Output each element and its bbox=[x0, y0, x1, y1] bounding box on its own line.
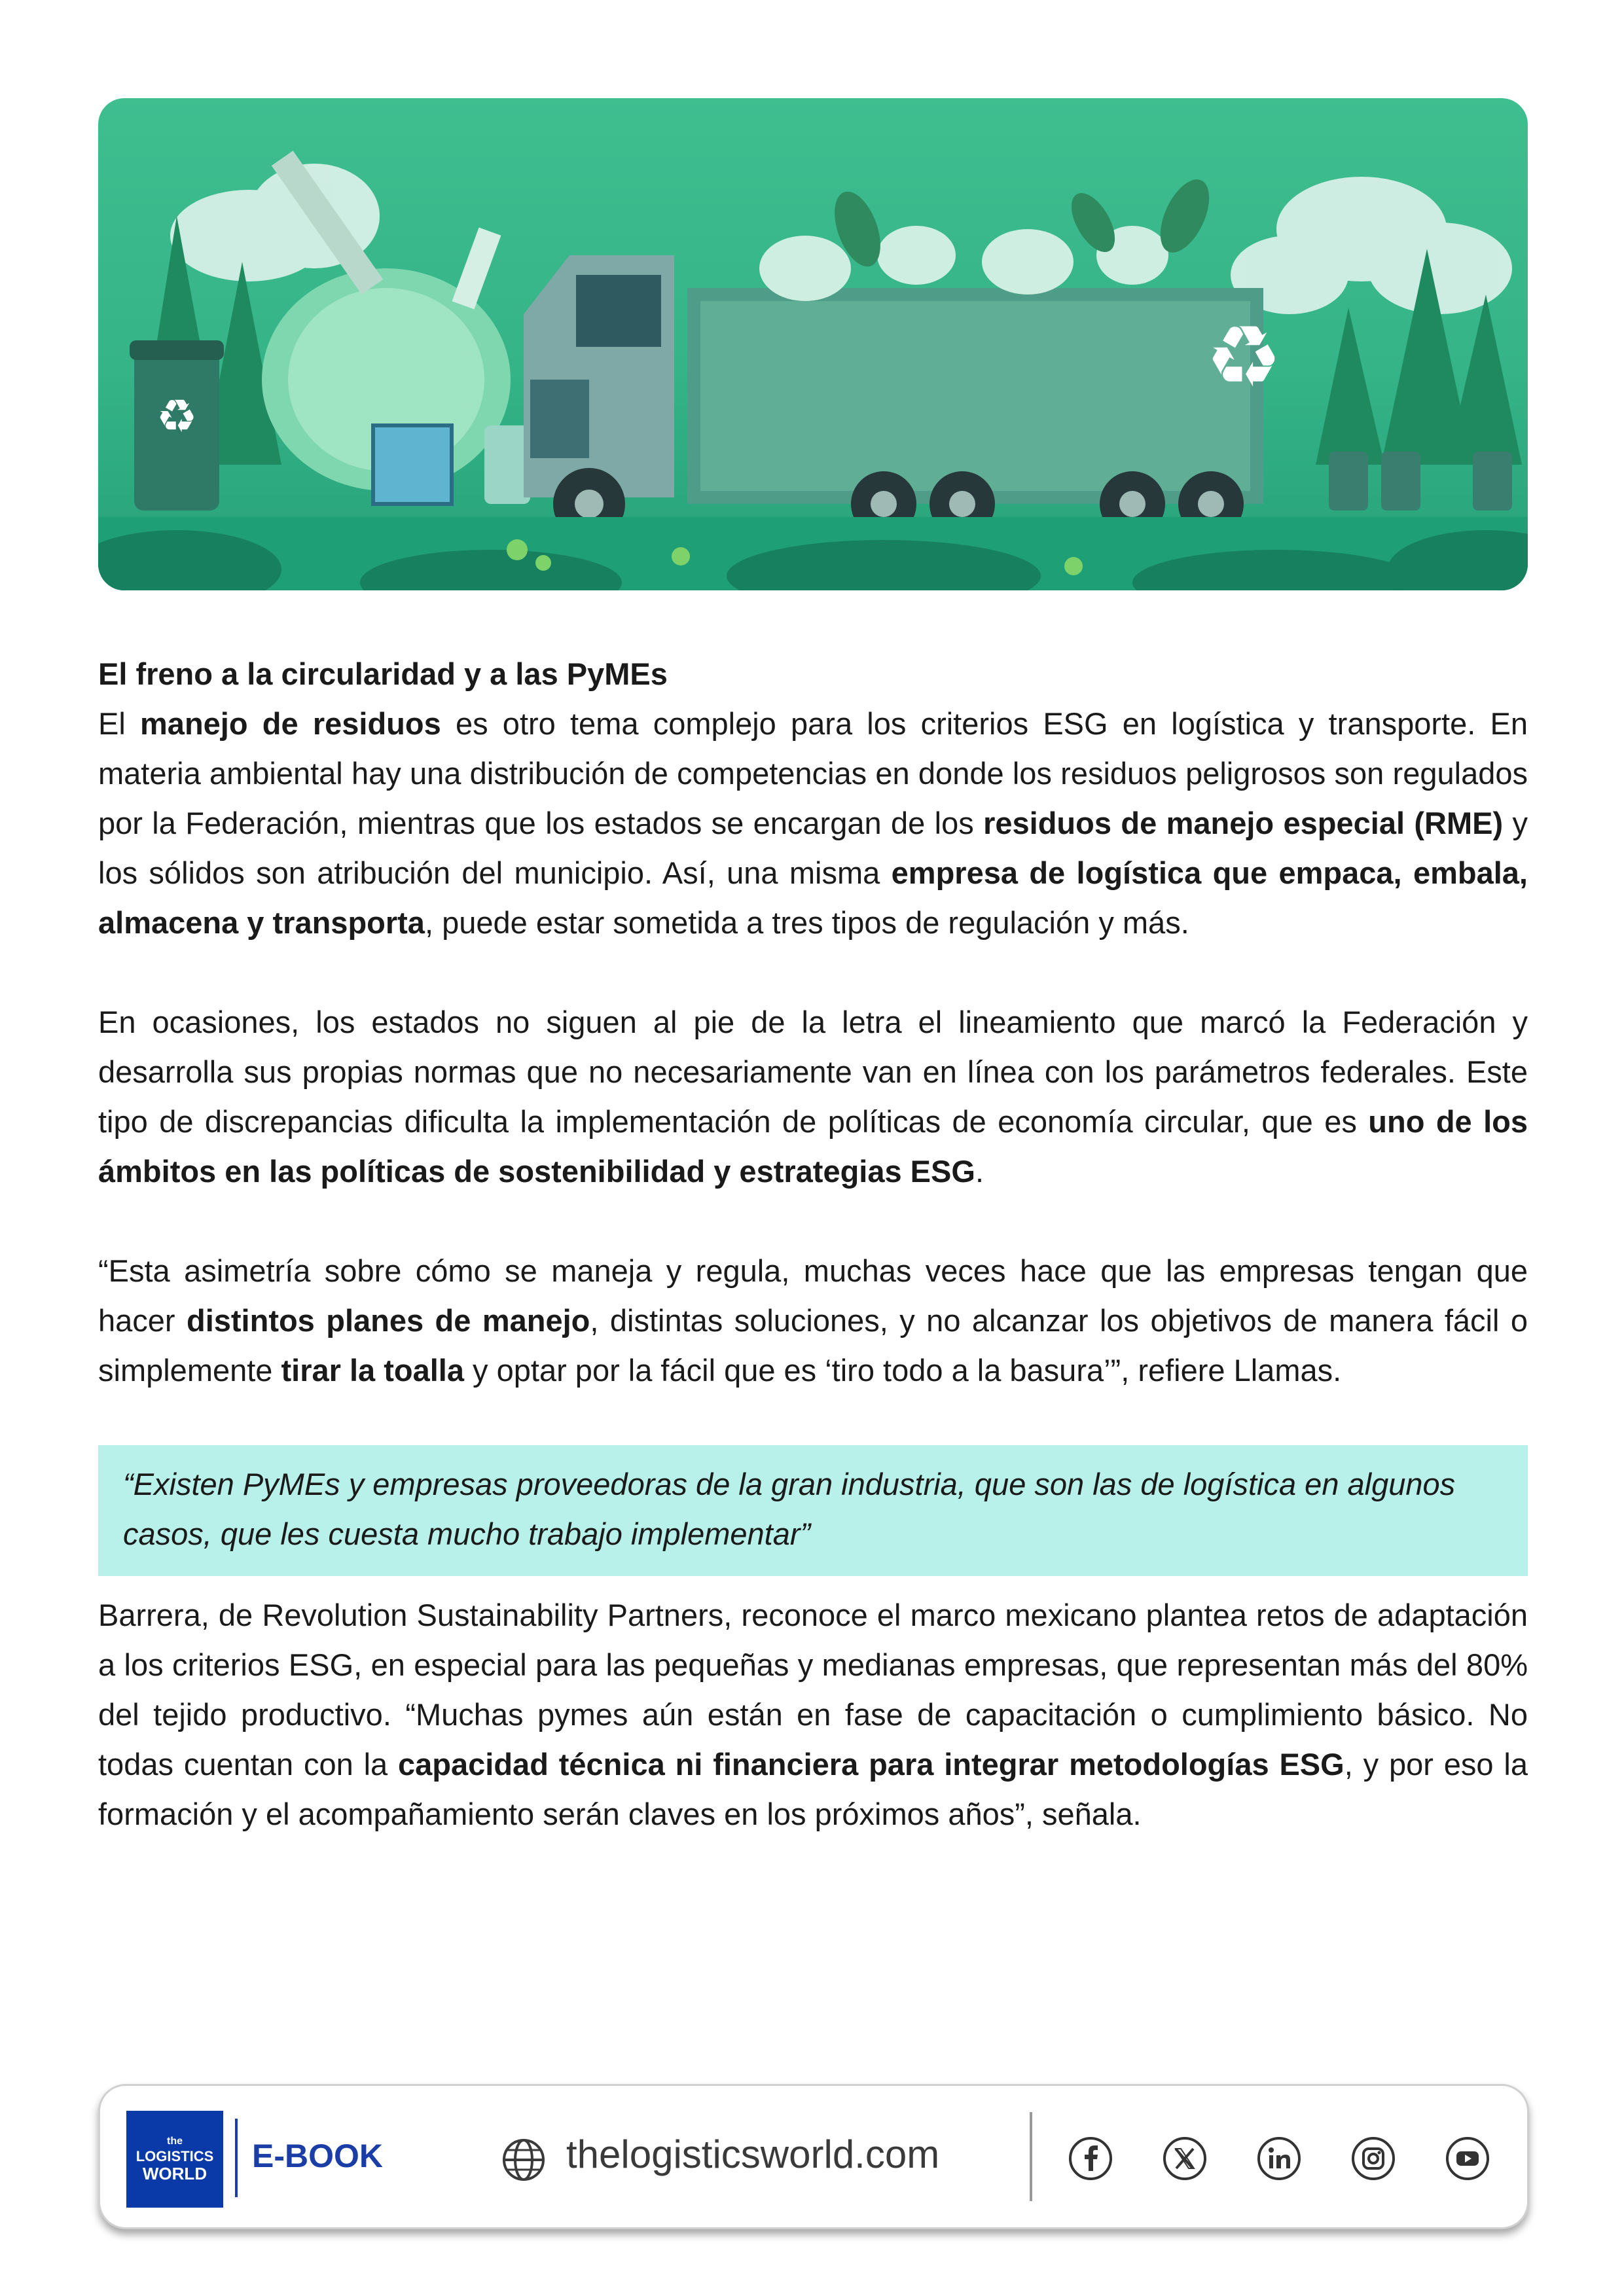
bold-text: empresa de logística que empaca, embala, almacena y transporta bbox=[98, 855, 1528, 940]
text: “Esta asimetría sobre cómo se maneja y regula, muchas veces hace que las empresas tengan que hacer bbox=[98, 1253, 1528, 1338]
paragraph-1 bbox=[98, 699, 1528, 948]
paragraph-4 bbox=[98, 1590, 1528, 1839]
text: , puede estar sometida a tres tipos de regulación y más. bbox=[424, 905, 1189, 940]
section-heading: El freno a la circularidad y a las PyMEs bbox=[98, 656, 668, 691]
bold-text: manejo de residuos bbox=[140, 706, 441, 741]
bold-text: residuos de manejo especial (RME) bbox=[983, 806, 1504, 840]
logo-the: the bbox=[167, 2136, 183, 2147]
facebook-icon[interactable] bbox=[1068, 2136, 1113, 2181]
instagram-icon[interactable] bbox=[1350, 2136, 1396, 2181]
text: es otro tema complejo para los criterios ESG en logística y transporte. En materia ambiental hay una distribución de competencias en donde los residuos peligrosos son regulados por la Federación, mientras que los estados se encargan de los bbox=[98, 706, 1528, 840]
youtube-icon[interactable] bbox=[1445, 2136, 1490, 2181]
bold-text: tirar la toalla bbox=[281, 1353, 464, 1388]
text: . bbox=[975, 1154, 984, 1189]
bold-text: uno de los ámbitos en las políticas de sostenibilidad y estrategias ESG bbox=[98, 1104, 1528, 1189]
text: El bbox=[98, 706, 141, 741]
text: y los sólidos son atribución del municipio. Así, una misma bbox=[98, 806, 1528, 890]
logo-divider bbox=[235, 2119, 238, 2197]
text: Barrera, de Revolution Sustainability Partners, reconoce el marco mexicano plantea retos de adaptación a los criterios ESG, en especial para las pequeñas y medianas empresas, que representan más del 80% del tejido productivo. “Muchas pymes aún están en fase de capacitación o cumplimiento básico. No todas cuentan con la bbox=[98, 1598, 1528, 1782]
recycle-icon: ♻ bbox=[1205, 307, 1282, 406]
logo-line-2: WORLD bbox=[142, 2164, 208, 2183]
text: En ocasiones, los estados no siguen al pie de la letra el lineamiento que marcó la Federación y desarrolla sus propias normas que no necesariamente van en línea con los parámetros federales. Este tipo de discrepancias dificulta la implementación de políticas de economía circular, que es bbox=[98, 1005, 1528, 1139]
text: , y por eso la formación y el acompañamiento serán claves en los próximos años”, señala. bbox=[98, 1747, 1528, 1831]
recycling-truck-illustration bbox=[98, 98, 1528, 590]
ebook-label: E-BOOK bbox=[252, 2138, 383, 2174]
website-link[interactable]: thelogisticsworld.com bbox=[566, 2132, 940, 2176]
paragraph-2 bbox=[98, 997, 1528, 1196]
text: y optar por la fácil que es ‘tiro todo a la basura’”, refiere Llamas. bbox=[464, 1353, 1342, 1388]
globe-icon bbox=[501, 2137, 547, 2183]
article-body bbox=[98, 649, 1528, 1839]
paragraph-3 bbox=[98, 1246, 1528, 1395]
hero-illustration bbox=[98, 98, 1528, 590]
bold-text: distintos planes de manejo bbox=[187, 1303, 590, 1338]
bold-text: capacidad técnica ni financiera para integrar metodologías ESG bbox=[398, 1747, 1344, 1782]
footer-bar bbox=[98, 2084, 1529, 2229]
text: , distintas soluciones, y no alcanzar los objetivos de manera fácil o simplemente bbox=[98, 1303, 1528, 1388]
linkedin-icon[interactable] bbox=[1256, 2136, 1302, 2181]
logo-line-1: LOGISTICS bbox=[135, 2148, 214, 2164]
pull-quote: “Existen PyMEs y empresas proveedoras de la gran industria, que son las de logística en algunos casos, que les cuesta mucho trabajo implementar” bbox=[98, 1445, 1528, 1576]
footer-divider bbox=[1030, 2112, 1032, 2201]
logistics-world-logo[interactable] bbox=[126, 2111, 223, 2208]
x-icon[interactable] bbox=[1162, 2136, 1208, 2181]
recycle-icon: ♻ bbox=[156, 389, 198, 443]
